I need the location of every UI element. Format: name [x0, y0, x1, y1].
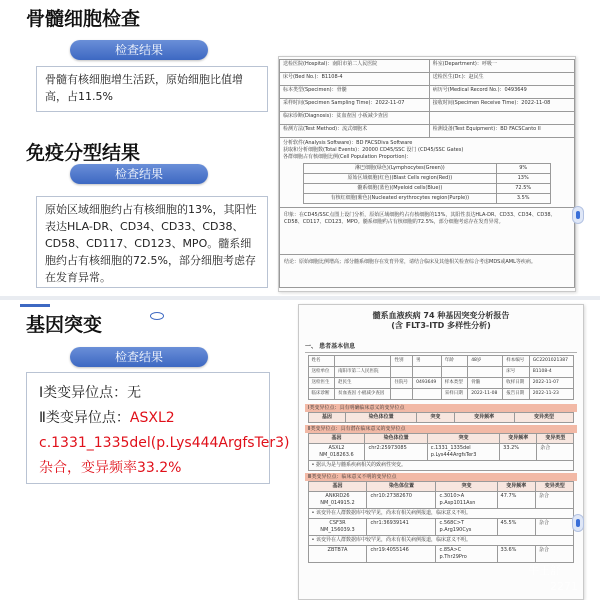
class2-label: Ⅱ类变异位点：: [39, 410, 130, 426]
patient-info-cell: 收样日期: [503, 378, 529, 389]
report-subtitle: (含 FLT3-ITD 多样性分析): [391, 321, 491, 330]
variant-header-cell: 染色体位置: [346, 413, 417, 423]
gene-mutation-report: [298, 304, 584, 600]
class3-table: [308, 481, 575, 563]
patient-info-cell: 样本类型: [441, 378, 467, 389]
marrow-result-text: 骨髓有核细胞增生活跃，原始细胞比值增高，占11.5%: [36, 66, 268, 112]
patient-info-cell: 赵民生: [334, 378, 391, 389]
class3-band: Ⅲ类变异位点：临床意义不明的变异位点: [305, 473, 577, 481]
report-header-row: [280, 112, 575, 125]
report-field: 送检医生(Dr.)：赵民生: [429, 73, 574, 86]
variant-note: • 该变异在人群数据库中较罕见，尚未有相关病例报道，临床意义不明。: [308, 536, 574, 546]
analysis-block: [279, 138, 575, 208]
variant-header-cell: 变异类型: [537, 434, 574, 444]
flow-cytometry-report: [278, 56, 576, 292]
patient-info-cell: [391, 389, 413, 400]
section-title-immunophenotype: 免疫分型结果: [26, 142, 141, 164]
variant-header-cell: 突变: [436, 482, 497, 492]
patient-info-cell: GC2201021387: [529, 356, 574, 367]
protein-change: p.Arg190Cys: [439, 527, 472, 533]
mutation-result-text: [26, 372, 290, 484]
gene-name: ZBTB7A: [327, 547, 348, 553]
variant-note: • 该变异在人群数据库中较罕见，尚未有相关病例报道，临床意义不明。: [308, 509, 574, 519]
patient-info-cell: 0493649: [413, 378, 442, 389]
population-table: [303, 163, 551, 204]
section-title-bone-marrow: 骨髓细胞检查: [26, 8, 141, 30]
variant-header-cell: 突变: [417, 413, 455, 423]
accent-bar: [20, 304, 50, 307]
report-field: 检测设备(Test Equipment)：BD FACSCanto II: [429, 125, 574, 138]
variant-header-cell: 变异频率: [497, 482, 535, 492]
cdna-change: c.85A>C: [439, 547, 462, 553]
patient-info-cell: 2022-11-07: [529, 378, 574, 389]
transcript: NM_014915.2: [320, 500, 355, 506]
protein-change: p.Thr29Pro: [439, 554, 467, 560]
variant-header-row: [308, 482, 574, 492]
patient-info-row: [308, 389, 574, 400]
patient-info-cell: 贫血查因 小板减少查因: [334, 389, 391, 400]
class3-note-row: [308, 509, 574, 519]
patient-info-cell: [391, 367, 413, 378]
scroll-handle-icon[interactable]: [572, 514, 584, 532]
patient-info-cell: 样本编号: [503, 356, 529, 367]
report-header-row: [280, 99, 575, 112]
report-header-row: [280, 86, 575, 99]
report-field: 检测方法(Test Method)：流式细胞术: [280, 125, 430, 138]
report-header-row: [280, 60, 575, 73]
variant-header-cell: 基因: [308, 413, 346, 423]
chrom-pos: chr2:25973085: [365, 444, 427, 461]
watermark-text: 牛王舒: [528, 564, 561, 577]
chrom-pos: chr1:36939141: [367, 519, 436, 536]
patient-info-cell: 2022-11-23: [529, 389, 574, 400]
protein-change: p.Lys444ArgfsTer3: [430, 452, 477, 458]
report-field: 送检医院(Hospital)：南阳市第二人民医院: [280, 60, 430, 73]
gene-cell: [308, 519, 367, 536]
analysis-software: 分析软件(Analysis Software)：BD FACSDiva Software: [283, 140, 413, 146]
class1-variants: Ⅰ类变异位点：无: [39, 385, 142, 401]
patient-info-cell: 送检单位: [308, 367, 334, 378]
class3-note-row: [308, 536, 574, 546]
population-name: 原始区域细胞(红色)(Blast Cells region(Red)): [304, 174, 496, 184]
variant-header-row: [308, 413, 574, 423]
class2-gene: ASXL2: [129, 410, 175, 426]
report-field: 床号(Bed No.)：B1108-4: [280, 73, 430, 86]
mutation-cell: [436, 492, 497, 509]
population-name: 髓系细胞(蓝色)(Myeloid cells(Blue)): [304, 184, 496, 194]
result-pill-1: 检查结果: [70, 40, 208, 60]
patient-info-cell: [441, 367, 467, 378]
report-field: [429, 112, 574, 125]
class1-header-table: [308, 412, 575, 423]
patient-info-cell: 采样日期: [441, 389, 467, 400]
section-title-gene-mutation: 基因突变: [26, 314, 103, 336]
variant-header-cell: 突变: [427, 434, 499, 444]
immuno-result-text: 原始区域细胞约占有核细胞的13%，其阳性表达HLA-DR、CD34、CD33、CD38、CD58、CD117、CD123、MPO。髓系细胞约占有核细胞的72.5%，部分细胞考虑存在发育异常。: [36, 196, 268, 288]
class1-band: Ⅰ类变异位点：具有明确临床意义的变异位点: [305, 404, 577, 412]
variant-header-row: [308, 434, 574, 444]
vaf: 33.6%: [497, 546, 535, 563]
protein-change: p.Asp1011Asn: [439, 500, 476, 506]
patient-info-cell: 临床诊断: [308, 389, 334, 400]
scroll-handle-icon[interactable]: [572, 206, 584, 224]
result-pill-2: 检查结果: [70, 164, 208, 184]
population-row: [304, 194, 551, 204]
patient-info-cell: 住院号: [391, 378, 413, 389]
report-field: 临床诊断(Diagnosis)：贫血查因 小板减少查因: [280, 112, 430, 125]
variant-header-cell: 染色体位置: [367, 482, 436, 492]
patient-info-heading: 一、 患者基本信息: [305, 343, 356, 350]
population-row: [304, 174, 551, 184]
zygosity: 杂合: [537, 444, 574, 461]
report-header-row: [280, 73, 575, 86]
oval-marker-icon: [150, 312, 164, 320]
report-title: 髓系血液疾病 74 种基因突变分析报告: [372, 311, 510, 320]
patient-info-cell: 男: [413, 356, 442, 367]
divider: [305, 352, 577, 353]
result-pill-3: 检查结果: [70, 347, 208, 367]
asxl2-note: • 据认为是与髓系疾病相关的致病性突变。: [308, 461, 574, 471]
report-field: 接收时间(Specimen Receive Time)：2022-11-08: [429, 99, 574, 112]
vaf: 47.7%: [497, 492, 535, 509]
vaf: 33.2%: [500, 444, 537, 461]
vaf: 45.5%: [497, 519, 535, 536]
patient-info-cell: [413, 389, 442, 400]
cdna-change: c.568C>T: [439, 520, 465, 526]
patient-info-cell: [468, 367, 503, 378]
population-percent: 3.5%: [496, 194, 550, 204]
variant-header-cell: 变异频率: [500, 434, 537, 444]
population-percent: 13%: [496, 174, 550, 184]
zygosity: 杂合: [535, 546, 573, 563]
patient-info-cell: 年龄: [441, 356, 467, 367]
patient-info-cell: 2022-11-08: [468, 389, 503, 400]
mutation-cell: [436, 519, 497, 536]
report-field: 科室(Department)：呼吸一: [429, 60, 574, 73]
transcript: NM_018263.6: [319, 452, 354, 458]
chrom-pos: chr19:4055146: [367, 546, 436, 563]
population-percent: 72.5%: [496, 184, 550, 194]
class3-variant-row: [308, 492, 574, 509]
cdna-change: c.1331_1335del: [430, 445, 471, 451]
population-name: 有核红细胞(紫色)(Nucleated erythrocytes region(Purple)): [304, 194, 496, 204]
patient-info-row: [308, 356, 574, 367]
patient-info-cell: 48岁: [468, 356, 503, 367]
patient-info-row: [308, 367, 574, 378]
patient-info-cell: 南阳市第二人民医院: [334, 367, 391, 378]
gene-cell: [308, 546, 367, 563]
patient-info-cell: [334, 356, 391, 367]
variant-header-cell: 染色体位置: [365, 434, 427, 444]
class3-variant-row: [308, 546, 574, 563]
patient-info-cell: 姓名: [308, 356, 334, 367]
class2-band: Ⅱ类变异位点：具有潜在临床意义的变异位点: [305, 425, 577, 433]
chrom-pos: chr10:27382670: [367, 492, 436, 509]
patient-info-cell: 报告日期: [503, 389, 529, 400]
conclusion-text: 结论：原始细胞比例增高；部分髓系细胞存在发育异常，请结合临床及其他相关检查综合考虑MDS或AML等疾病。: [279, 255, 575, 288]
report-field: 采样时间(Specimen Sampling Time)：2022-11-07: [280, 99, 430, 112]
population-percent: 9%: [496, 164, 550, 174]
report-header-table: [279, 59, 575, 138]
class3-variant-row: [308, 519, 574, 536]
total-events: 获取和分析细胞数(Total Events)：20000 CD45/SSC 设门 (CD45/SSC Gates): [283, 147, 464, 153]
transcript: NM_156039.3: [320, 527, 355, 533]
report-field: 病历号(Medical Record No.)：0493649: [429, 86, 574, 99]
watermark-number: 2271: [550, 580, 578, 593]
population-row: [304, 164, 551, 174]
cdna-change: c.3010>A: [439, 493, 465, 499]
patient-info-table: [308, 355, 575, 400]
impression-text: 印象：在CD45/SSC点图上设门分析，原始区域细胞约占有核细胞的13%，其阳性表达HLA-DR、CD33、CD34、CD38、CD58、CD117、CD123、MPO。髓系细胞约占有核细胞的72.5%，部分细胞考虑存在发育异常。: [279, 208, 575, 255]
patient-info-cell: 送检医生: [308, 378, 334, 389]
gene-name: CSF3R: [329, 520, 346, 526]
gene-name: ASXL2: [328, 445, 345, 451]
patient-info-cell: [413, 367, 442, 378]
slide-bone-marrow-immuno: [0, 0, 600, 296]
report-header-row: [280, 125, 575, 138]
gene-name: ANKRD26: [325, 493, 350, 499]
zygosity: 杂合: [535, 519, 573, 536]
variant-header-cell: 基因: [308, 434, 365, 444]
patient-info-cell: 骨髓: [468, 378, 503, 389]
variant-header-cell: 变异类型: [535, 482, 573, 492]
variant-header-cell: 变异频率: [454, 413, 514, 423]
variant-header-cell: 变异类型: [514, 413, 574, 423]
variant-header-cell: 基因: [308, 482, 367, 492]
class2-zygosity: 杂合，变异频率33.2%: [39, 460, 182, 476]
patient-info-cell: 性别: [391, 356, 413, 367]
gene-cell: [308, 492, 367, 509]
population-name: 淋巴细胞(绿色)(Lymphocytes(Green)): [304, 164, 496, 174]
class2-variants: [39, 406, 257, 431]
asxl2-row: [308, 444, 574, 461]
population-row: [304, 184, 551, 194]
report-field: 标本类型(Specimen)：骨髓: [280, 86, 430, 99]
zygosity: 杂合: [535, 492, 573, 509]
slide-gene-mutation: [0, 300, 600, 600]
class2-table: [308, 433, 575, 471]
patient-info-cell: 床号: [503, 367, 529, 378]
patient-info-row: [308, 378, 574, 389]
class2-hgvs: c.1331_1335del(p.Lys444ArgfsTer3): [39, 435, 290, 451]
patient-info-cell: B1108-4: [529, 367, 574, 378]
mutation-cell: [436, 546, 497, 563]
population-heading: 各群细胞占有核细胞比例(Cell Population Proportion)：: [283, 154, 412, 160]
